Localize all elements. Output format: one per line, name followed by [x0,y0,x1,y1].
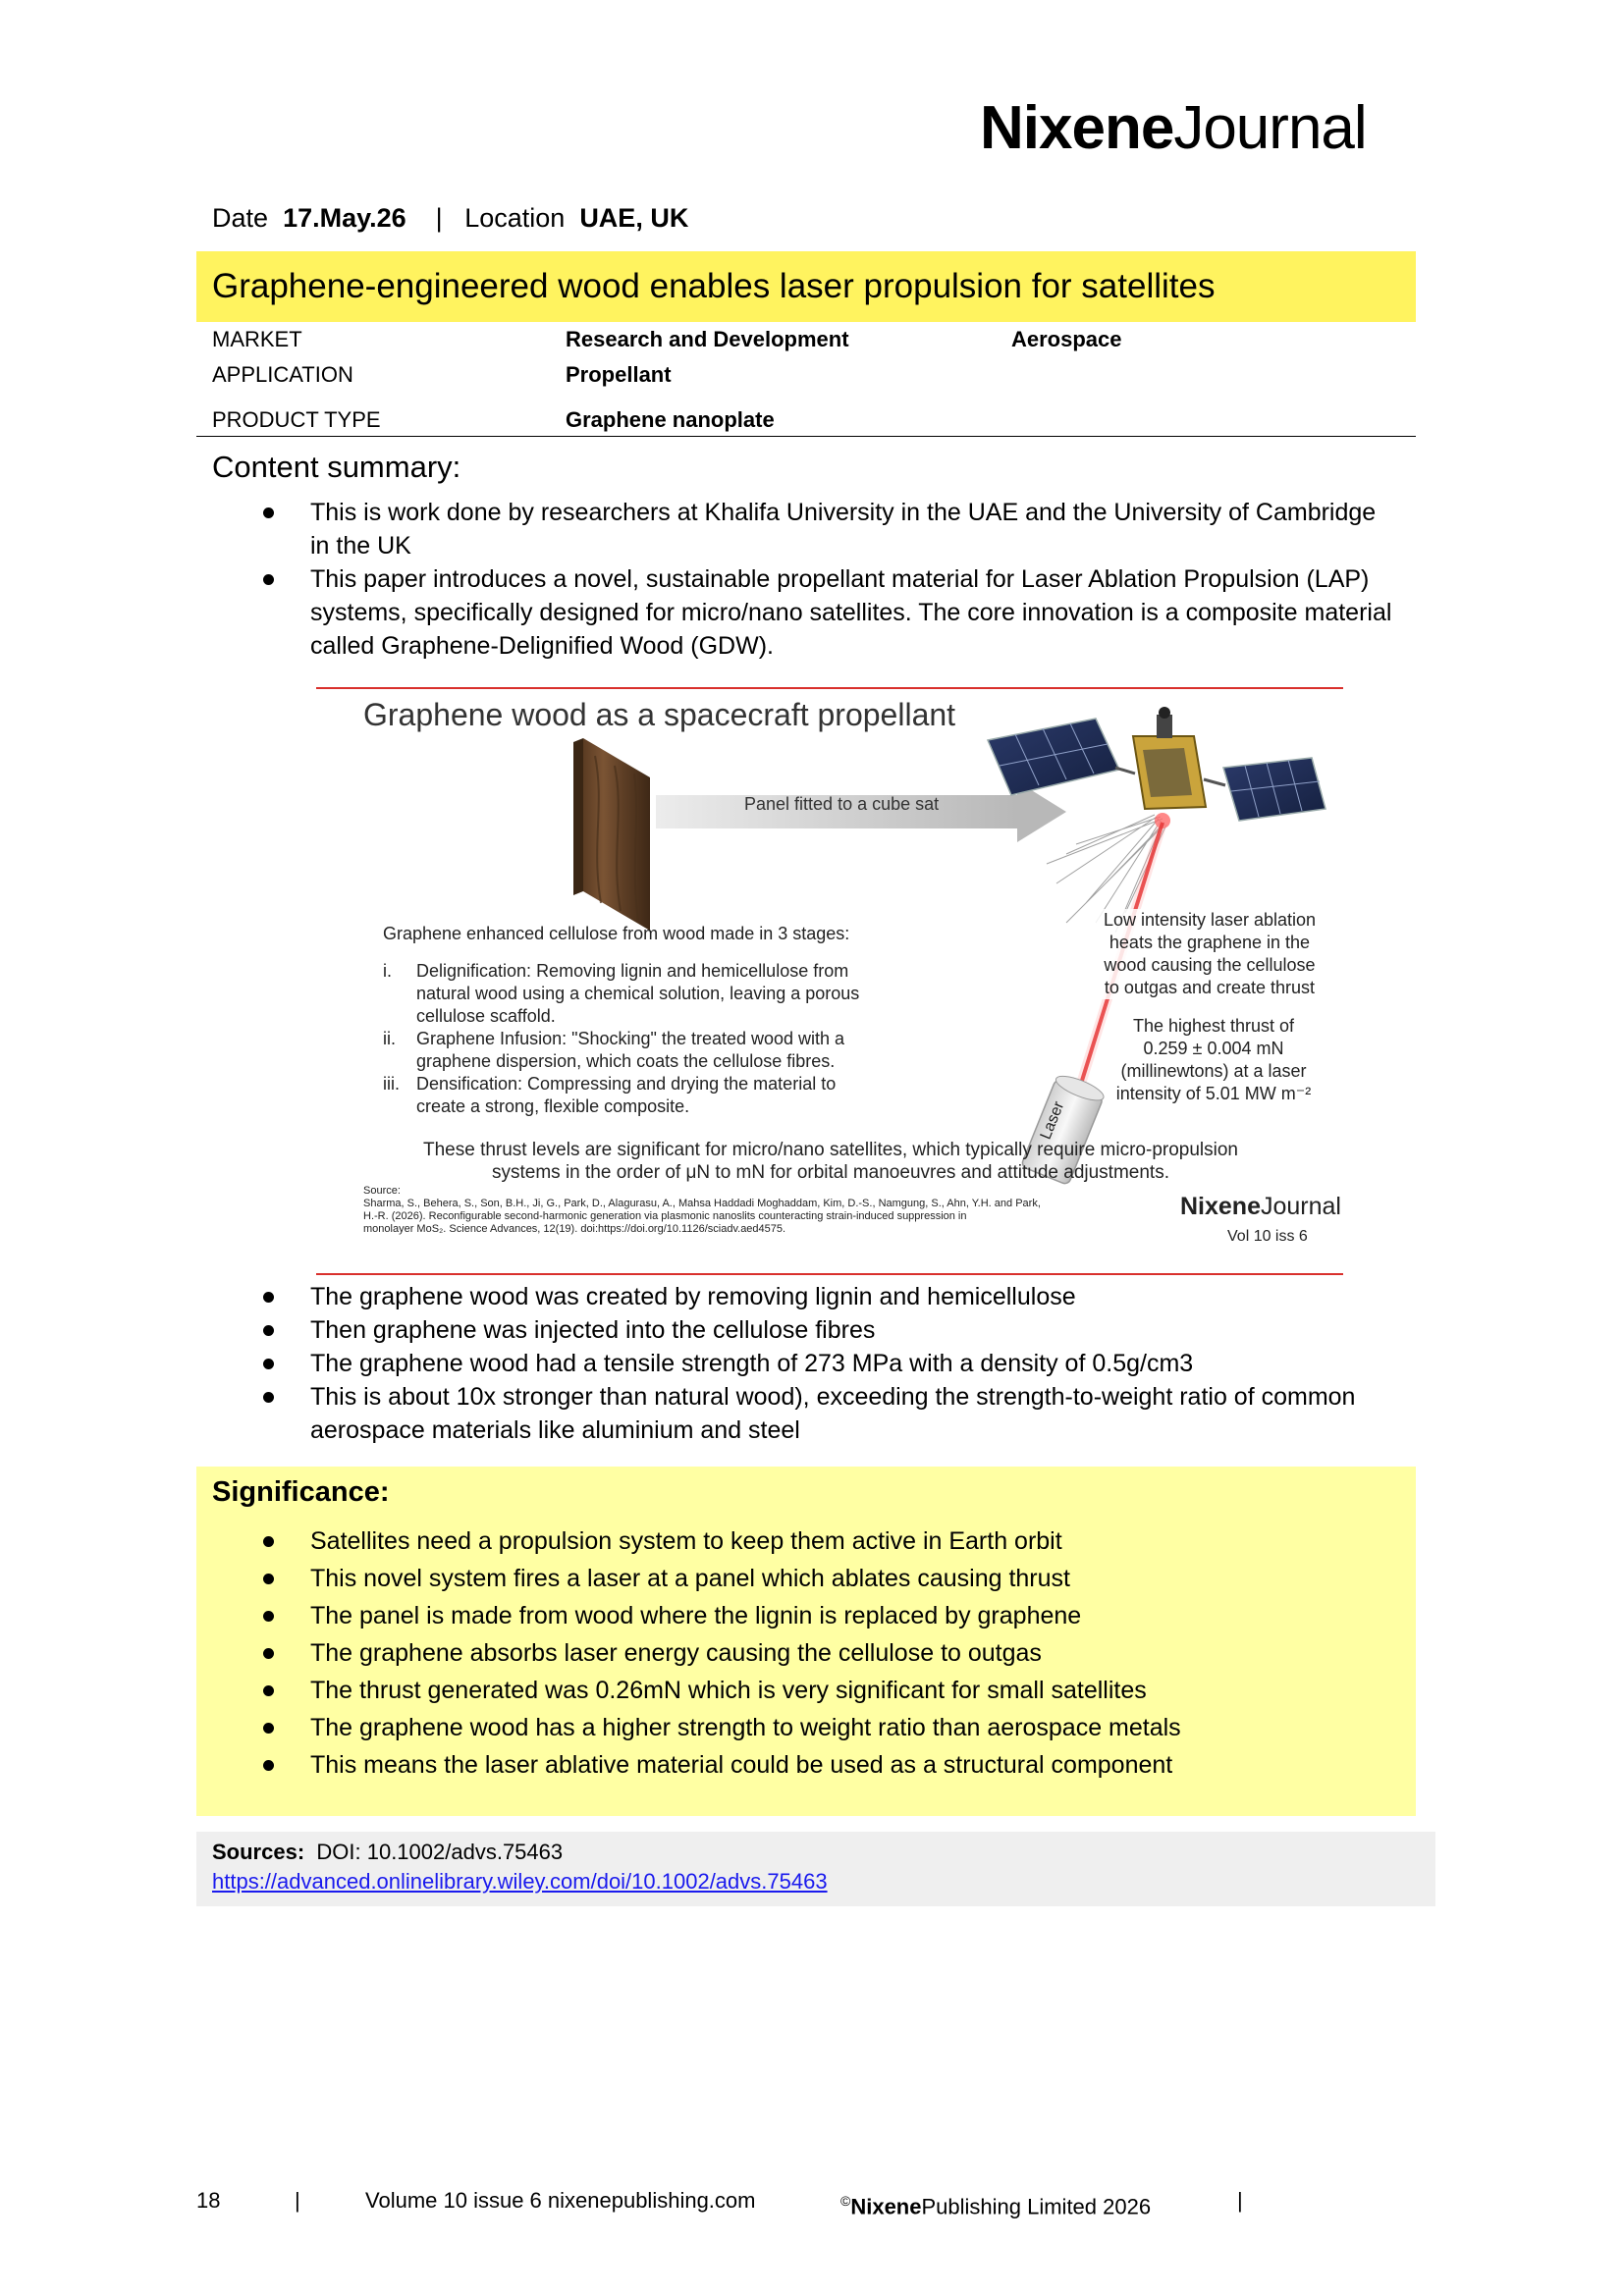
laser-label: Laser [1037,1098,1068,1143]
significance-heading: Significance: [212,1476,390,1508]
date-value: 17.May.26 [283,203,406,233]
wood-panel [573,738,650,931]
list-item: This novel system fires a laser at a panel which ablates causing thrust [310,1560,1390,1597]
page-number: 18 [196,2188,221,2213]
figure-source-line-3: monolayer MoS₂. Science Advances, 12(19). doi:https://doi.org/10.1126/sciadv.aed4575. [363,1223,786,1235]
bullet-icon [263,1536,274,1547]
bullet-icon [263,1325,274,1336]
bullet-icon [263,1292,274,1303]
stage-1-line-2: natural wood using a chemical solution, leaving a porous [416,984,860,1003]
brand-bold: Nixene [980,94,1174,162]
summary-list [310,496,1400,663]
product-type-value: Graphene nanoplate [566,407,775,432]
list-item: This is about 10x stronger than natural wood), exceeding the strength-to-weight ratio of common aerospace materials like aluminium and steel [310,1380,1410,1447]
stages-heading: Graphene enhanced cellulose from wood made in 3 stages: [383,924,850,943]
application-label: APPLICATION [212,362,353,387]
footer-divider-2: | [1237,2188,1243,2213]
bullet-icon [263,1359,274,1369]
stage-2-line-1: Graphene Infusion: "Shocking" the treated wood with a [416,1029,845,1048]
bullet-icon [263,1723,274,1734]
stage-3-line-1: Densification: Compressing and drying the material to [416,1074,837,1094]
meta-divider [196,436,1416,437]
application-value: Propellant [566,362,672,387]
stage-1-num: i. [383,961,392,981]
content-summary-heading: Content summary: [212,450,461,484]
list-item: Then graphene was injected into the cellulose fibres [310,1313,1410,1347]
brand-light: Journal [1173,94,1367,162]
figure-source-line-2: H.-R. (2026). Reconfigurable second-harmonic generation via plasmonic nanoslits counteracting strain-induced suppression in [363,1210,967,1222]
list-item: The graphene wood had a tensile strength of 273 MPa with a density of 0.5g/cm3 [310,1347,1410,1380]
bullet-icon [263,1760,274,1771]
bullet-icon [263,1574,274,1584]
list-item: This paper introduces a novel, sustainable propellant material for Laser Ablation Propulsion (LAP) systems, specifically designed for micro/nano satellites. The core innovation is a composite material called Graphene-Delignified Wood (GDW). [310,562,1400,663]
figure-title: Graphene wood as a spacecraft propellant [363,697,956,732]
article-title-bar [196,251,1416,322]
list-item: Satellites need a propulsion system to keep them active in Earth orbit [310,1522,1390,1560]
list-item: This means the laser ablative material could be used as a structural component [310,1746,1390,1784]
bullet-icon [263,1685,274,1696]
location-value: UAE, UK [579,203,689,233]
footer-divider-1: | [295,2188,300,2213]
stage-2-line-2: graphene dispersion, which coats the cellulose fibres. [416,1051,836,1071]
list-item: The panel is made from wood where the lignin is replaced by graphene [310,1597,1390,1634]
list-item: The graphene wood was created by removing lignin and hemicellulose [310,1280,1410,1313]
market-label: MARKET [212,327,302,351]
footer-volume: Volume 10 issue 6 nixenepublishing.com [365,2188,756,2213]
bullet-icon [263,507,274,518]
thrust-note: The highest thrust of 0.259 ± 0.004 mN (millinewtons) at a laser intensity of 5.01 MW m⁻² [1115,1016,1312,1103]
significance-list [310,1522,1390,1784]
sources-line [212,1838,563,1867]
figure-significance: These thrust levels are significant for micro/nano satellites, which typically require micro-propulsion systems in the order of μN to mN for orbital manoeuvres and attitude adjustments. [422,1140,1239,1183]
footer-copyright: ©NixenePublishing Limited 2026 [840,2193,1152,2219]
bullet-icon [263,574,274,585]
sources-doi: DOI: 10.1002/advs.75463 [316,1840,564,1864]
figure-source-label: Source: [363,1185,401,1197]
dateline [212,200,688,236]
location-label: Location [464,203,566,233]
sources-box [196,1832,1435,1906]
product-type-label: PRODUCT TYPE [212,407,381,432]
article-title: Graphene-engineered wood enables laser propulsion for satellites [212,267,1216,305]
sources-label: Sources: [212,1840,305,1864]
stage-3-line-2: create a strong, flexible composite. [416,1096,690,1116]
dateline-separator: | [435,203,443,233]
infographic-figure [310,687,1355,1276]
arrow-label: Panel fitted to a cube sat [744,794,940,814]
stage-1-line-3: cellulose scaffold. [416,1006,556,1026]
journal-brand [980,94,1367,163]
market-value-aerospace: Aerospace [1011,327,1122,351]
figure-volume: Vol 10 iss 6 [1227,1228,1308,1245]
figure-brand: NixeneJournal [1180,1193,1341,1220]
market-value-rd: Research and Development [566,327,849,351]
list-item: The thrust generated was 0.26mN which is very significant for small satellites [310,1672,1390,1709]
list-item: This is work done by researchers at Khalifa University in the UAE and the University of Cambridge in the UK [310,496,1400,562]
stage-1-line-1: Delignification: Removing lignin and hemicellulose from [416,961,849,981]
date-label: Date [212,203,269,233]
list-item: The graphene wood has a higher strength to weight ratio than aerospace metals [310,1709,1390,1746]
details-list [310,1280,1410,1447]
list-item: The graphene absorbs laser energy causing the cellulose to outgas [310,1634,1390,1672]
bullet-icon [263,1392,274,1403]
sources-link[interactable]: https://advanced.onlinelibrary.wiley.com/doi/10.1002/advs.75463 [212,1869,828,1894]
stage-2-num: ii. [383,1029,396,1048]
ablation-note: Low intensity laser ablation heats the graphene in the wood causing the cellulose to outgas and create thrust [1092,909,1327,999]
stage-3-num: iii. [383,1074,400,1094]
figure-source-line-1: Sharma, S., Behera, S., Son, B.H., Ji, G., Park, D., Alagurasu, A., Mahsa Haddadi Moghaddam, Kim, D.-S., Namgung, S., Ahn, Y.H. and Park, [363,1198,1041,1209]
bullet-icon [263,1611,274,1622]
bullet-icon [263,1648,274,1659]
